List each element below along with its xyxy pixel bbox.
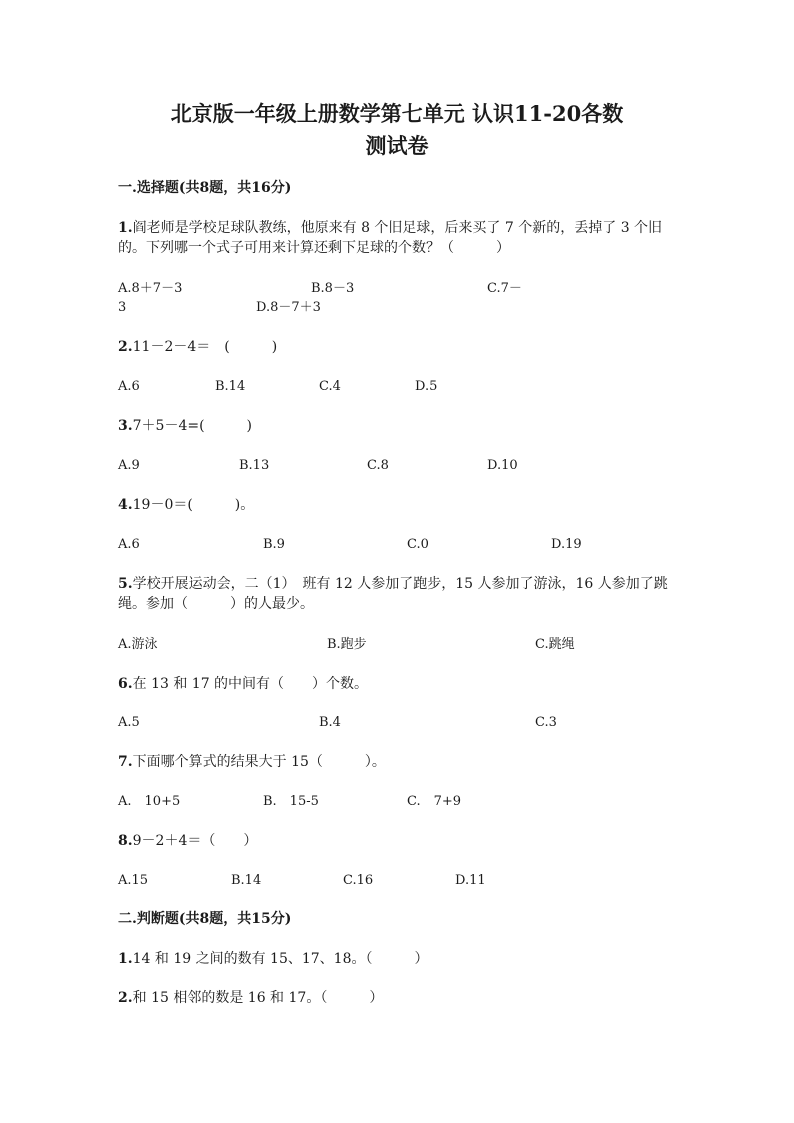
- question-number: 8.: [118, 833, 133, 849]
- option-a[interactable]: A.5: [118, 715, 140, 730]
- section-heading-choice: 一.选择题(共8题，共16分): [118, 180, 292, 196]
- question-number: 2.: [118, 990, 133, 1006]
- option-b[interactable]: B.14: [231, 873, 262, 888]
- question-number: 5.: [118, 576, 133, 592]
- question-text: 9－2＋4＝（ ）: [132, 833, 258, 849]
- question-1: [118, 218, 678, 258]
- option-b[interactable]: B.跑步: [327, 637, 367, 652]
- option-b[interactable]: B.8－3: [311, 281, 355, 296]
- section-heading-judgment: 二.判断题(共8题，共15分): [118, 911, 292, 927]
- question-text: 7＋5－4=( ): [132, 418, 253, 434]
- question-number: 4.: [118, 497, 133, 513]
- option-b[interactable]: B.13: [239, 458, 270, 473]
- option-c[interactable]: C. 7+9: [407, 794, 462, 809]
- option-c[interactable]: C.0: [407, 537, 429, 552]
- question-text: 在 13 和 17 的中间有（ ）个数。: [132, 676, 369, 692]
- option-d[interactable]: D.10: [487, 458, 518, 473]
- option-a[interactable]: A.游泳: [118, 637, 158, 652]
- option-c-continued[interactable]: 3: [118, 300, 127, 315]
- option-c[interactable]: C.跳绳: [535, 637, 575, 652]
- question-6: [118, 674, 678, 694]
- option-d[interactable]: D.19: [551, 537, 582, 552]
- question-text: 11－2－4＝ ( ): [132, 339, 278, 355]
- question-text: 和 15 相邻的数是 16 和 17。（ ）: [132, 990, 384, 1006]
- question-number: 6.: [118, 676, 133, 692]
- option-c[interactable]: C.3: [535, 715, 557, 730]
- option-d[interactable]: D.8－7＋3: [256, 300, 321, 315]
- option-c[interactable]: C.7－: [487, 281, 522, 296]
- question-number: 1.: [118, 220, 133, 236]
- option-b[interactable]: B. 15-5: [263, 794, 319, 809]
- option-c[interactable]: C.16: [343, 873, 374, 888]
- question-text: 阎老师是学校足球队教练，他原来有 8 个旧足球，后来买了 7 个新的，丢掉了 3 个旧的。下列哪一个式子可用来计算还剩下足球的个数？（ ）: [118, 220, 663, 256]
- option-a[interactable]: A. 10+5: [118, 794, 181, 809]
- option-a[interactable]: A.8＋7－3: [118, 281, 183, 296]
- question-3: [118, 416, 678, 436]
- option-c[interactable]: C.8: [367, 458, 389, 473]
- question-8: [118, 831, 678, 851]
- question-text: 下面哪个算式的结果大于 15（ ）。: [132, 754, 386, 770]
- option-a[interactable]: A.6: [118, 537, 140, 552]
- judgment-1: [118, 949, 678, 969]
- question-number: 3.: [118, 418, 133, 434]
- question-2: [118, 337, 678, 357]
- question-text: 14 和 19 之间的数有 15、17、18。（ ）: [132, 951, 429, 967]
- page-title-line2: 测试卷: [365, 133, 429, 158]
- question-4: [118, 495, 678, 515]
- option-b[interactable]: B.14: [215, 379, 246, 394]
- option-a[interactable]: A.6: [118, 379, 140, 394]
- option-a[interactable]: A.9: [118, 458, 140, 473]
- question-number: 1.: [118, 951, 133, 967]
- question-number: 7.: [118, 754, 133, 770]
- option-b[interactable]: B.4: [319, 715, 341, 730]
- question-text: 19－0＝( )。: [132, 497, 255, 513]
- option-c[interactable]: C.4: [319, 379, 341, 394]
- page-title-line1: 北京版一年级上册数学第七单元 认识11-20各数: [170, 101, 624, 126]
- question-text: 学校开展运动会，二（1） 班有 12 人参加了跑步，15 人参加了游泳，16 人参加了跳绳。参加（ ）的人最少。: [118, 576, 668, 612]
- question-number: 2.: [118, 339, 133, 355]
- question-7: [118, 752, 678, 772]
- option-d[interactable]: D.11: [455, 873, 486, 888]
- question-5: [118, 574, 678, 614]
- judgment-2: [118, 988, 678, 1008]
- option-a[interactable]: A.15: [118, 873, 149, 888]
- option-b[interactable]: B.9: [263, 537, 285, 552]
- option-d[interactable]: D.5: [415, 379, 438, 394]
